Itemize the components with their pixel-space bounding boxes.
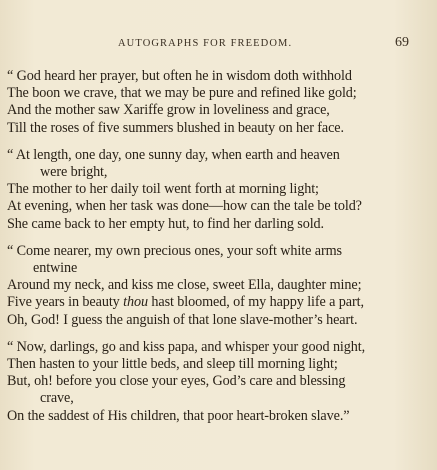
poem-line: The boon we crave, that we may be pure and refined like gold; <box>7 85 357 102</box>
poem-line-part: Five years in beauty <box>7 294 124 311</box>
poem-line: Oh, God! I guess the anguish of that lone slave-mother’s heart. <box>7 311 358 328</box>
poem-line: She came back to her empty hut, to find her darling sold. <box>7 215 324 232</box>
stanza-4 <box>0 339 437 425</box>
poem-line: The mother to her daily toil went forth at morning light; <box>7 181 319 198</box>
emphasized-word: thou <box>123 294 148 311</box>
poem-line: But, oh! before you close your eyes, God’s care and blessing <box>7 373 346 390</box>
poem-line: “ At length, one day, one sunny day, when earth and heaven <box>7 146 340 163</box>
poem-line: Then hasten to your little beds, and sleep till morning light; <box>7 356 338 373</box>
poem-line: “ Come nearer, my own precious ones, your soft white arms <box>7 242 342 259</box>
poem-line-continuation: crave, <box>40 390 74 407</box>
stanza-1 <box>0 68 437 137</box>
poem-line: “ Now, darlings, go and kiss papa, and whisper your good night, <box>7 338 366 355</box>
stanza-3 <box>0 243 437 329</box>
poem-line: Till the roses of five summers blushed in beauty on her face. <box>7 119 344 136</box>
poem-line-continuation: were bright, <box>40 164 108 181</box>
poem-line: And the mother saw Xariffe grow in loveliness and grace, <box>7 102 330 119</box>
poem-line: At evening, when her task was done—how can the tale be told? <box>7 198 362 215</box>
page-number: 69 <box>395 35 409 50</box>
poem-line: “ God heard her prayer, but often he in wisdom doth withhold <box>7 68 352 84</box>
poem-line: On the saddest of His children, that poor heart-broken slave.” <box>7 407 350 424</box>
running-title: AUTOGRAPHS FOR FREEDOM. <box>118 38 293 49</box>
poem-line-part: hast bloomed, of my happy life a part, <box>147 294 364 311</box>
poem-line: Around my neck, and kiss me close, sweet Ella, daughter mine; <box>7 277 362 294</box>
stanza-2 <box>0 147 437 233</box>
poem-body <box>0 68 437 435</box>
poem-line <box>0 294 437 311</box>
poem-line-continuation: entwine <box>33 260 78 277</box>
